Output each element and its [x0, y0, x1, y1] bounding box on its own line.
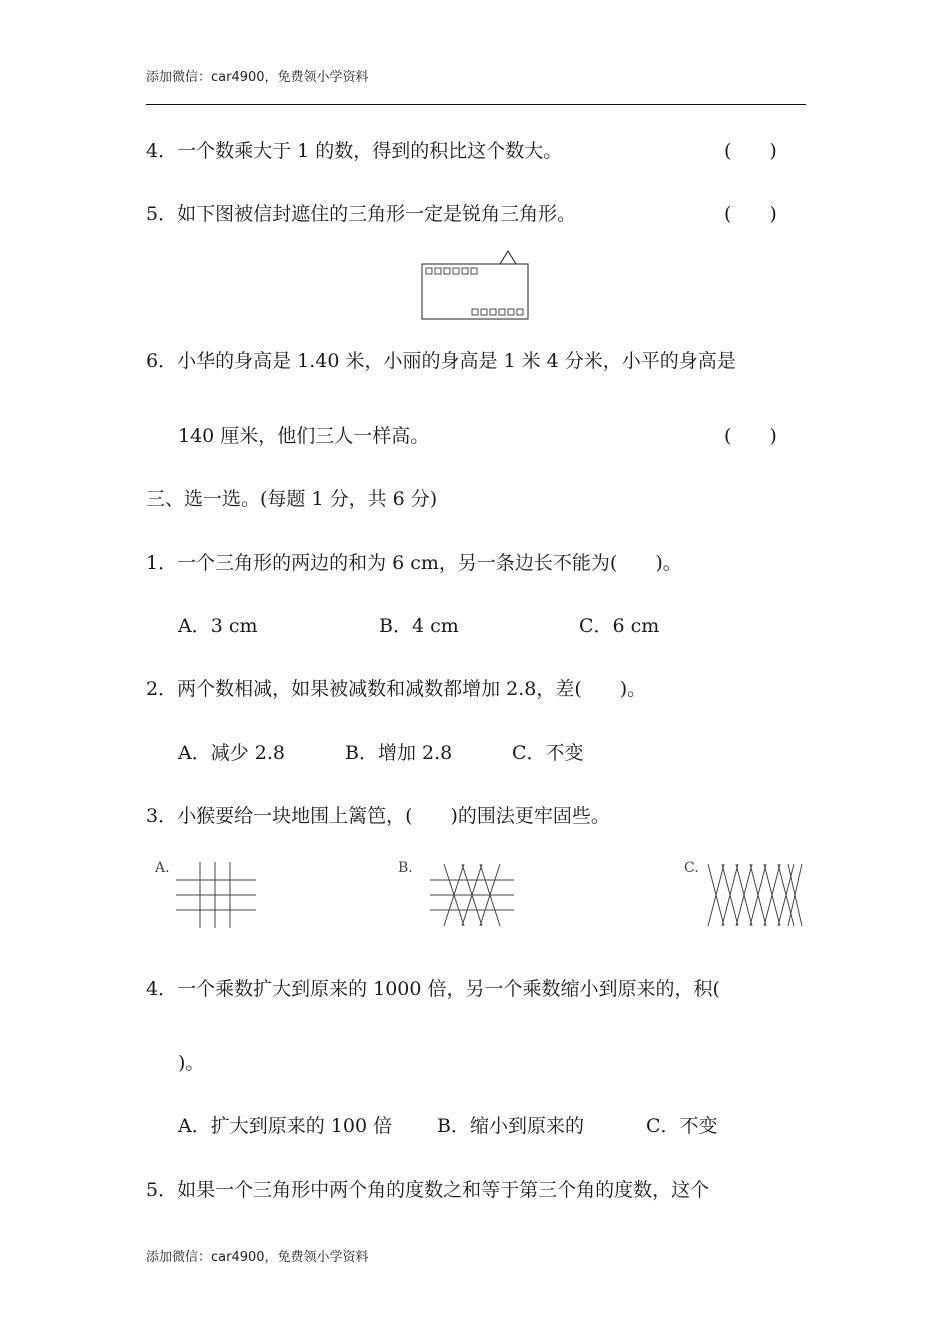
choice-q2-option-b: B．增加 2.8: [345, 742, 453, 764]
choice-q4-line1: 4．一个乘数扩大到原来的 1000 倍，另一个乘数缩小到原来的，积(: [146, 978, 720, 1000]
choice-q4-line2: )。: [178, 1052, 205, 1074]
choice-q1-option-b: B．4 cm: [379, 615, 459, 637]
page-header: 添加微信：car4900，免费领小学资料: [146, 70, 369, 85]
choice-q2-option-c: C．不变: [512, 742, 584, 764]
judge-q5-text: 5．如下图被信封遮住的三角形一定是锐角三角形。: [146, 203, 577, 225]
choice-q1-text: 1．一个三角形的两边的和为 6 cm，另一条边长不能为( )。: [146, 552, 682, 574]
fence-a-grid-figure: [170, 858, 260, 930]
judge-q5-answer-paren: ( ): [724, 203, 777, 225]
judge-q6-line2: 140 厘米，他们三人一样高。: [178, 425, 430, 447]
choice-q2-text: 2．两个数相减，如果被减数和减数都增加 2.8，差( )。: [146, 678, 647, 700]
fence-c-zigzag-figure: [704, 858, 804, 930]
choice-q1-option-a: A．3 cm: [178, 615, 258, 637]
fence-c-label: C.: [684, 860, 699, 876]
envelope-triangle-figure: [418, 246, 532, 324]
choice-q1-option-c: C．6 cm: [579, 615, 660, 637]
fence-b-cross-figure: [426, 858, 518, 930]
fence-b-label: B.: [398, 860, 413, 876]
choice-q5-line1: 5．如果一个三角形中两个角的度数之和等于第三个角的度数，这个: [146, 1179, 710, 1201]
section3-title: 三、选一选。(每题 1 分，共 6 分): [146, 488, 438, 510]
triangle-tip: [500, 251, 516, 264]
page-footer: 添加微信：car4900，免费领小学资料: [146, 1250, 369, 1265]
header-rule: [146, 104, 806, 105]
choice-q4-option-a: A．扩大到原来的 100 倍: [178, 1115, 393, 1137]
envelope-body: [422, 264, 528, 319]
judge-q4-answer-paren: ( ): [724, 140, 777, 162]
choice-q3-text: 3．小猴要给一块地围上篱笆，( )的围法更牢固些。: [146, 805, 610, 827]
judge-q4-text: 4．一个数乘大于 1 的数，得到的积比这个数大。: [146, 140, 563, 162]
fence-a-label: A.: [155, 860, 170, 876]
judge-q6-line1: 6．小华的身高是 1.40 米，小丽的身高是 1 米 4 分米，小平的身高是: [146, 350, 736, 372]
choice-q4-option-c: C．不变: [646, 1115, 718, 1137]
choice-q2-option-a: A．减少 2.8: [178, 742, 285, 764]
choice-q4-option-b: B．缩小到原来的: [437, 1115, 584, 1137]
judge-q6-answer-paren: ( ): [724, 425, 777, 447]
